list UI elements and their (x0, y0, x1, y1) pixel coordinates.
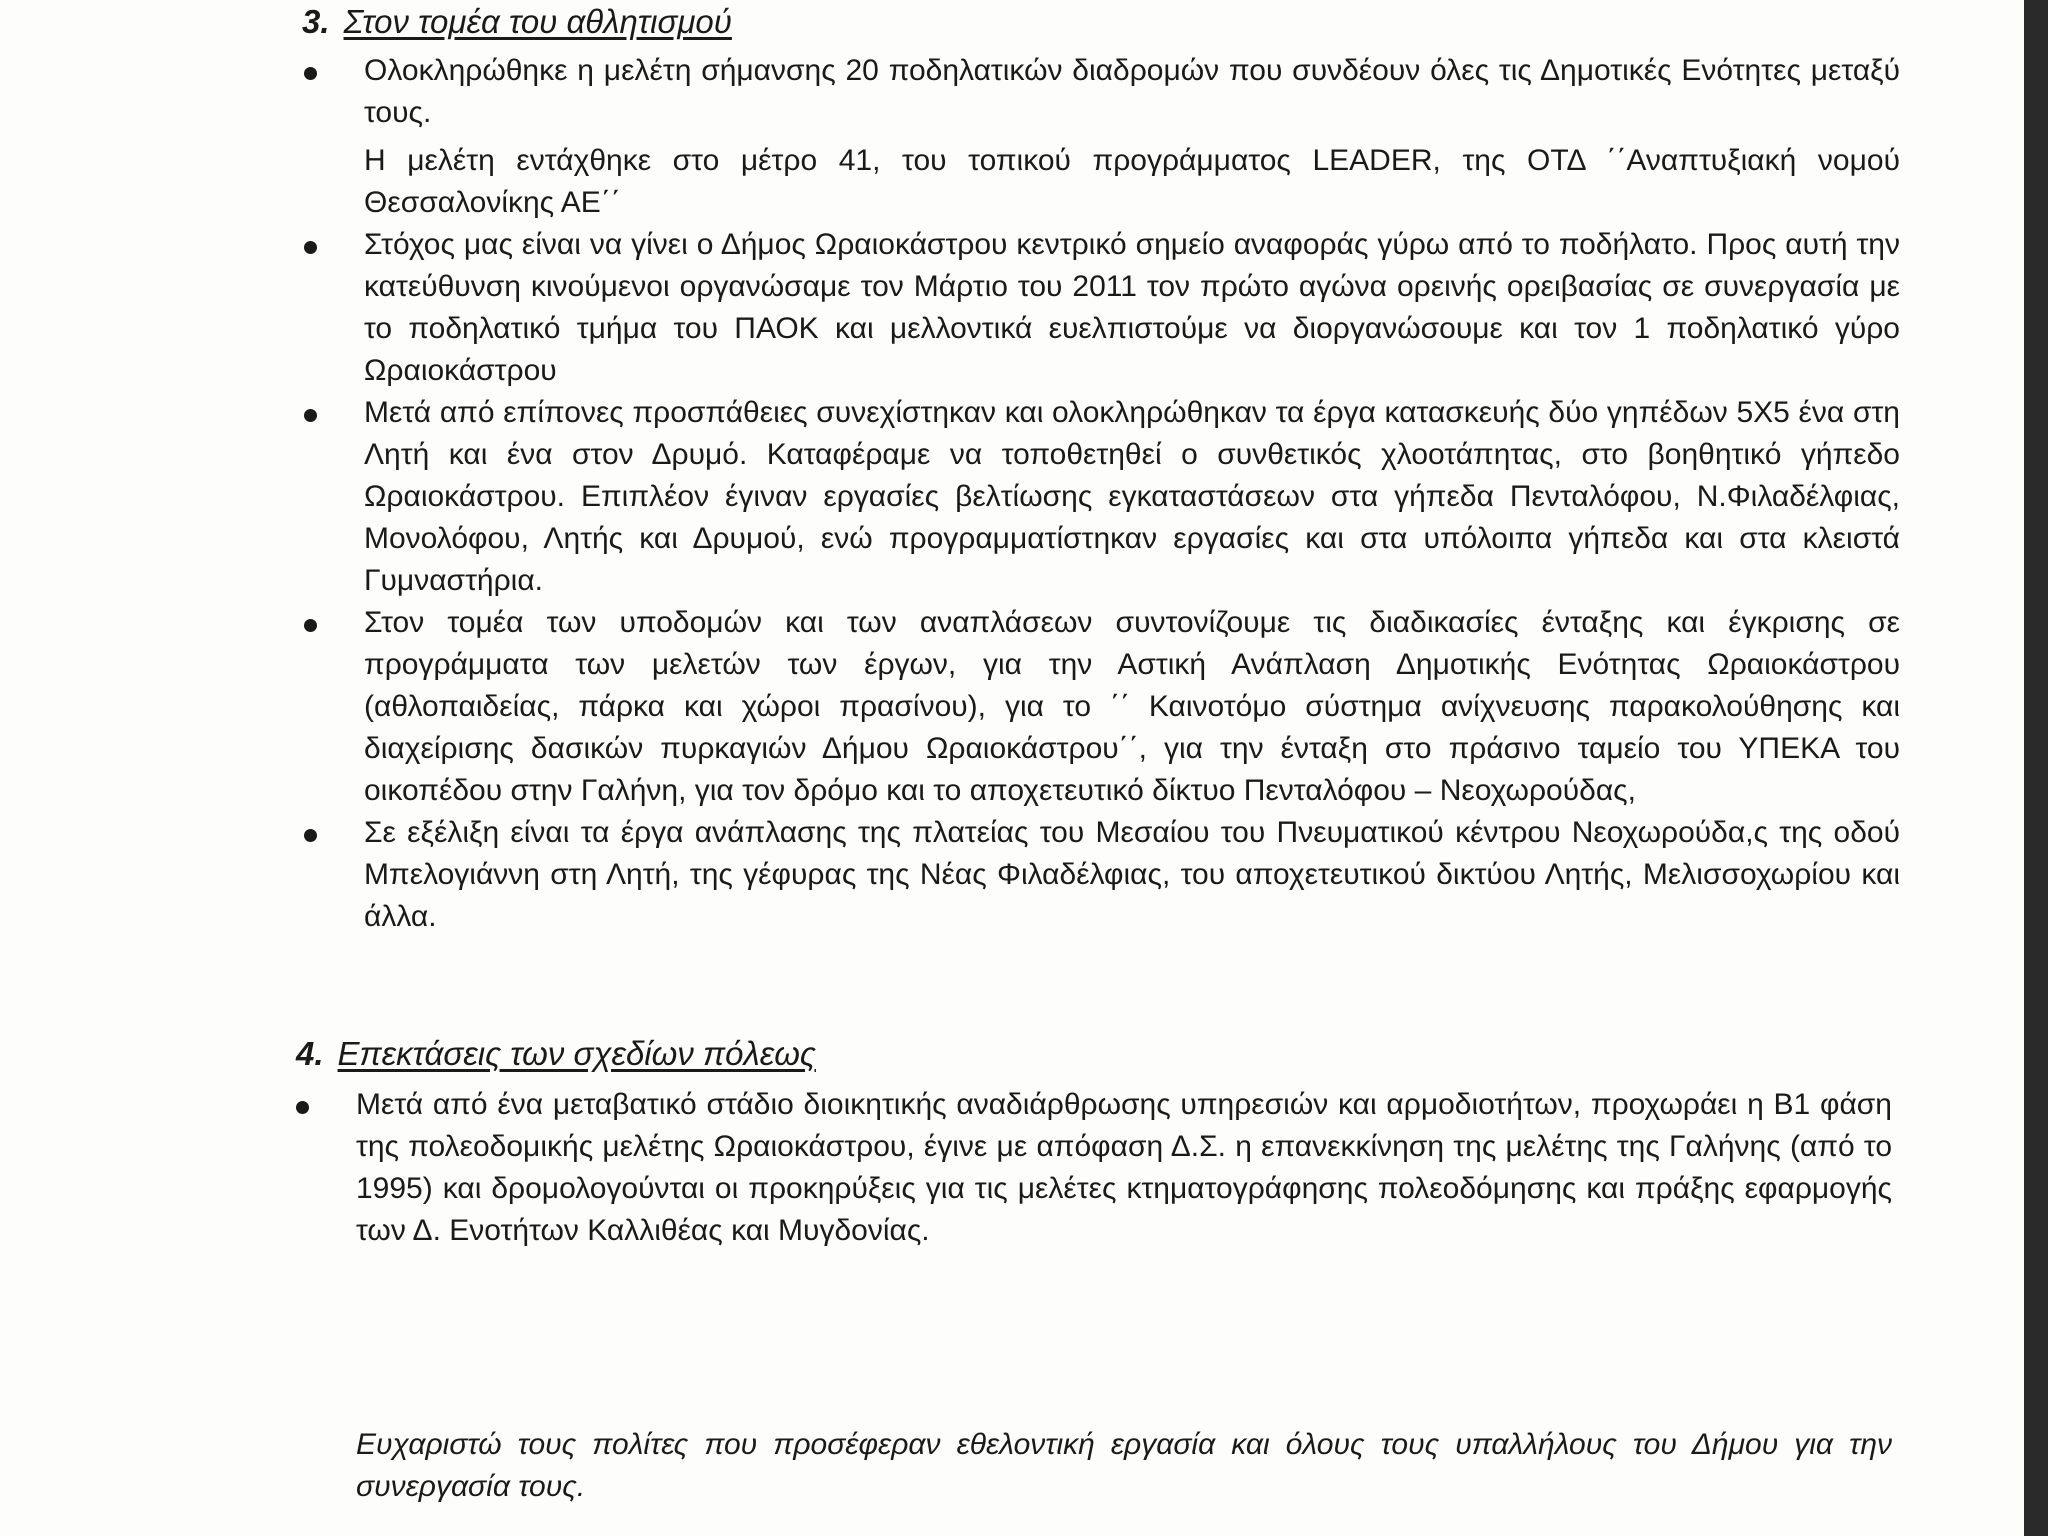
bullet-icon (304, 619, 317, 632)
bullet-icon (304, 67, 317, 80)
bullet-text: Μετά από ένα μεταβατικό στάδιο διοικητικής αναδιάρθρωσης υπηρεσιών και αρμοδιοτήτων, προχωράει η Β1 φάση της πολεοδομικής μελέτης Ωραιοκάστρου, έγινε με απόφαση Δ.Σ. η επανεκκίνηση της μελέτης της Γαλήνης (από το 1995) και δρομολογούνται οι προκηρύξεις για τις μελέτες κτηματογράφησης πολεοδόμησης και πράξης εφαρμογής των Δ. Ενοτήτων Καλλιθέας και Μυγδονίας. (356, 1088, 1892, 1247)
section-4-bullet-list (292, 1084, 1892, 1252)
bullet-text: Στον τομέα των υποδομών και των αναπλάσεων συντονίζουμε τις διαδικασίες ένταξης και έγκρισης σε προγράμματα των μελετών των έργων, για την Αστική Ανάπλαση Δημοτικής Ενότητας Ωραιοκάστρου (αθλοπαιδείας, πάρκα και χώροι πρασίνου), για το ΄΄ Καινοτόμο σύστημα ανίχνευσης παρακολούθησης και διαχείρισης δασικών πυρκαγιών Δήμου Ωραιοκάστρου΄΄, για την ένταξη στο πράσινο ταμείο του ΥΠΕΚΑ του οικοπέδου στην Γαλήνη, για τον δρόμο και το αποχετευτικό δίκτυο Πενταλόφου – Νεοχωρούδας, (364, 606, 1900, 807)
bullet-text: Σε εξέλιξη είναι τα έργα ανάπλασης της πλατείας του Μεσαίου του Πνευματικού κέντρου Νεοχωρούδα,ς της οδού Μπελογιάννη στη Λητή, της γέφυρας της Νέας Φιλαδέλφιας, του αποχετευτικού δικτύου Λητής, Μελισσοχωρίου και άλλα. (364, 816, 1900, 933)
list-item (300, 224, 1900, 392)
section-3-number: 3. (302, 3, 330, 40)
section-3-bullet-list (300, 50, 1900, 938)
bullet-text: Ολοκληρώθηκε η μελέτη σήμανσης 20 ποδηλατικών διαδρομών που συνδέουν όλες τις Δημοτικές Ενότητες μεταξύ τους. (364, 54, 1900, 129)
bullet-icon (304, 829, 317, 842)
section-4-title: Επεκτάσεις των σχεδίων πόλεως (337, 1035, 816, 1072)
bullet-icon (296, 1101, 309, 1114)
bullet-text: Μετά από επίπονες προσπάθειες συνεχίστηκαν και ολοκληρώθηκαν τα έργα κατασκευής δύο γηπέδων 5Χ5 ένα στη Λητή και ένα στον Δρυμό. Καταφέραμε να τοποθετηθεί ο συνθετικός χλοοτάπητας, στο βοηθητικό γήπεδο Ωραιοκάστρου. Επιπλέον έγιναν εργασίες βελτίωσης εγκαταστάσεων στα γήπεδα Πενταλόφου, Ν.Φιλαδέλφιας, Μονολόφου, Λητής και Δρυμού, ενώ προγραμματίστηκαν εργασίες και στα υπόλοιπα γήπεδα και στα κλειστά Γυμναστήρια. (364, 396, 1900, 597)
list-item (292, 1084, 1892, 1252)
section-4-number: 4. (296, 1035, 324, 1072)
scan-border (2024, 0, 2048, 1536)
section-3-heading (302, 2, 732, 42)
section-4-heading (296, 1034, 816, 1074)
closing-thanks: Ευχαριστώ τους πολίτες που προσέφεραν εθελοντική εργασία και όλους τους υπαλλήλους του Δήμου για την συνεργασία τους. (356, 1428, 1892, 1503)
list-item (300, 50, 1900, 224)
list-item (300, 392, 1900, 602)
bullet-icon (304, 241, 317, 254)
bullet-continuation: Η μελέτη εντάχθηκε στο μέτρο 41, του τοπικού προγράμματος LEADER, της ΟΤΔ ΄΄Αναπτυξιακή νομού Θεσσαλονίκης ΑΕ΄΄ (364, 144, 1900, 219)
section-3-title: Στον τομέα του αθλητισμού (343, 3, 732, 40)
bullet-icon (304, 409, 317, 422)
list-item (300, 812, 1900, 938)
list-item (300, 602, 1900, 812)
bullet-text: Στόχος μας είναι να γίνει ο Δήμος Ωραιοκάστρου κεντρικό σημείο αναφοράς γύρω από το ποδήλατο. Προς αυτή την κατεύθυνση κινούμενοι οργανώσαμε τον Μάρτιο του 2011 τον πρώτο αγώνα ορεινής ορειβασίας σε συνεργασία με το ποδηλατικό τμήμα του ΠΑΟΚ και μελλοντικά ευελπιστούμε να διοργανώσουμε και τον 1 ποδηλατικό γύρο Ωραιοκάστρου (364, 228, 1900, 387)
